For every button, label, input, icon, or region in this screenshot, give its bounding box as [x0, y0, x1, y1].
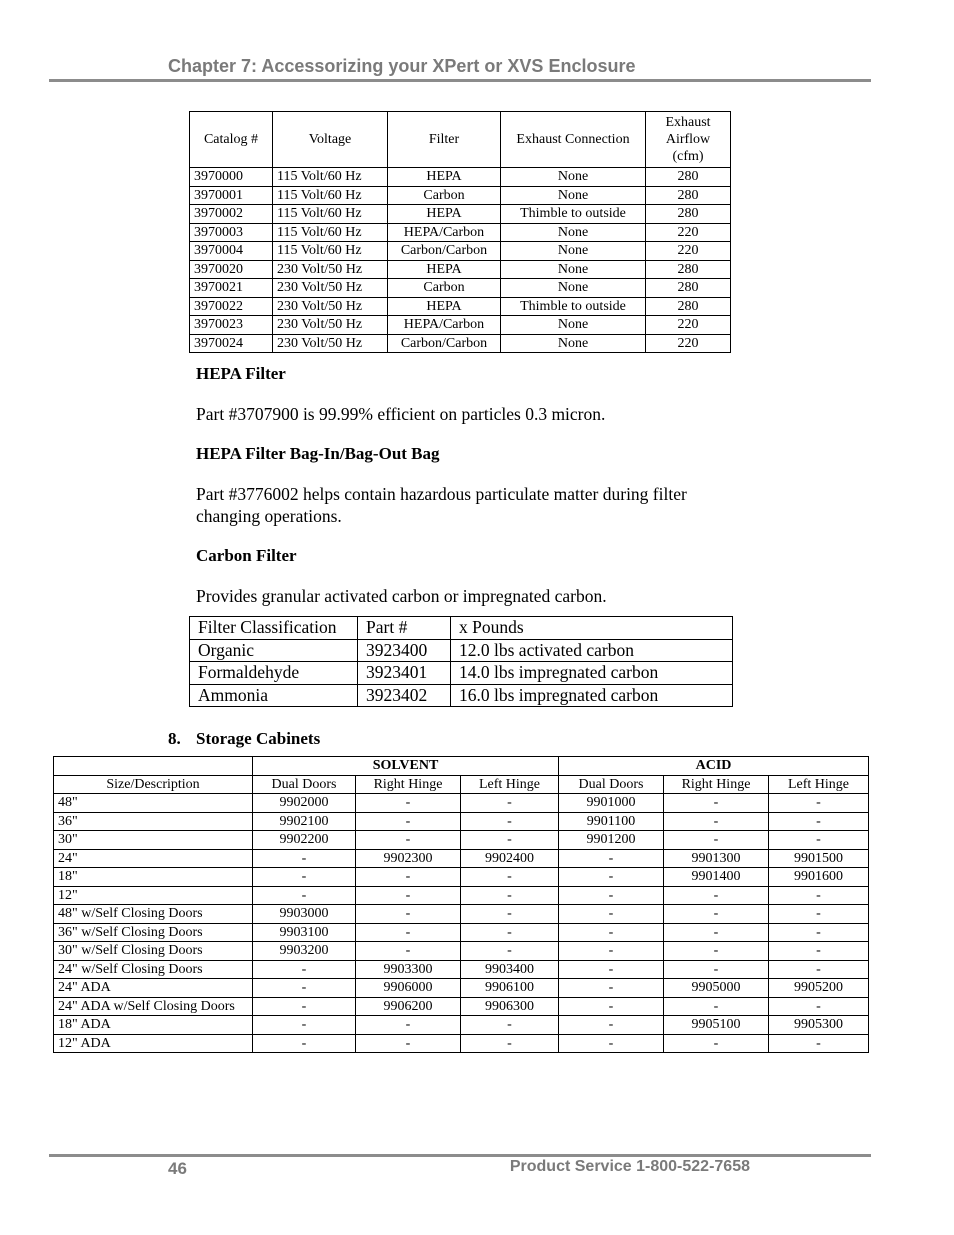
table-cell: 48" w/Self Closing Doors	[54, 905, 253, 924]
table-cell: -	[664, 923, 769, 942]
table-cell: 220	[646, 316, 731, 335]
table-row	[54, 1034, 869, 1053]
table-cell: 9906200	[356, 997, 461, 1016]
table-cell: -	[253, 868, 356, 887]
table-cell: -	[559, 868, 664, 887]
table-cell: 115 Volt/60 Hz	[273, 223, 388, 242]
table-row	[190, 662, 733, 685]
table-cell: -	[356, 923, 461, 942]
column-header: Left Hinge	[769, 775, 869, 794]
table-cell: 14.0 lbs impregnated carbon	[451, 662, 733, 685]
table-cell: -	[769, 960, 869, 979]
table-cell: 9902000	[253, 794, 356, 813]
hepa-bag-heading: HEPA Filter Bag-In/Bag-Out Bag	[196, 444, 440, 463]
table-cell: 9903000	[253, 905, 356, 924]
table-cell: -	[559, 960, 664, 979]
table-cell: 9903100	[253, 923, 356, 942]
table-cell: -	[356, 868, 461, 887]
table-cell: 220	[646, 223, 731, 242]
table-cell: 9902100	[253, 812, 356, 831]
hepa-bag-text: Part #3776002 helps contain hazardous particulate matter during filter changing operations.	[196, 484, 687, 526]
table-cell: -	[559, 1034, 664, 1053]
table-cell: 3970000	[190, 168, 273, 187]
column-header: Filter Classification	[190, 617, 358, 640]
table-cell: -	[461, 942, 559, 961]
table-cell: -	[769, 942, 869, 961]
table-cell: -	[461, 868, 559, 887]
column-header: Dual Doors	[559, 775, 664, 794]
table-cell: -	[664, 794, 769, 813]
table-cell: Thimble to outside	[501, 297, 646, 316]
table-cell: -	[253, 960, 356, 979]
table-cell: -	[769, 1034, 869, 1053]
table-cell: None	[501, 186, 646, 205]
table-cell: 9903300	[356, 960, 461, 979]
table-cell: 18"	[54, 868, 253, 887]
table-cell: 9902200	[253, 831, 356, 850]
group-header-solvent: SOLVENT	[253, 757, 559, 776]
table-cell: -	[356, 794, 461, 813]
table-row	[190, 205, 731, 224]
table-cell: 9901300	[664, 849, 769, 868]
table-cell: -	[356, 886, 461, 905]
table-cell: -	[769, 794, 869, 813]
column-header: Exhaust Connection	[501, 112, 646, 168]
table-cell: None	[501, 223, 646, 242]
table-cell: 48"	[54, 794, 253, 813]
table-cell: -	[664, 812, 769, 831]
table-cell: -	[461, 905, 559, 924]
table-cell: None	[501, 316, 646, 335]
table-cell: 280	[646, 205, 731, 224]
table-cell: 3970003	[190, 223, 273, 242]
table-cell: Carbon	[388, 279, 501, 298]
table-cell: 9901500	[769, 849, 869, 868]
table-cell: -	[664, 960, 769, 979]
table-cell: -	[461, 831, 559, 850]
table-row	[190, 242, 731, 261]
table-cell: HEPA	[388, 205, 501, 224]
column-header: Part #	[358, 617, 451, 640]
table-cell: HEPA	[388, 260, 501, 279]
table-row	[54, 1016, 869, 1035]
carbon-filter-text: Provides granular activated carbon or impregnated carbon.	[196, 586, 607, 606]
table-cell: -	[769, 886, 869, 905]
page-number: 46	[168, 1159, 187, 1178]
table-cell: -	[769, 831, 869, 850]
table-row	[54, 812, 869, 831]
section-title: Storage Cabinets	[196, 729, 321, 748]
table-cell: 18" ADA	[54, 1016, 253, 1035]
table-cell: -	[664, 1034, 769, 1053]
column-header: Voltage	[273, 112, 388, 168]
table-cell: Carbon/Carbon	[388, 242, 501, 261]
table-cell: -	[461, 886, 559, 905]
table-cell: 3970004	[190, 242, 273, 261]
table-row	[190, 297, 731, 316]
table-cell: -	[461, 1034, 559, 1053]
table-cell: 12.0 lbs activated carbon	[451, 639, 733, 662]
table-cell: 3970023	[190, 316, 273, 335]
table-row	[54, 794, 869, 813]
table-cell: -	[253, 1016, 356, 1035]
table-cell: -	[769, 905, 869, 924]
table-cell: 24" ADA w/Self Closing Doors	[54, 997, 253, 1016]
table-cell: 9901000	[559, 794, 664, 813]
table-cell: -	[559, 905, 664, 924]
table-row	[190, 223, 731, 242]
storage-cabinets-heading	[168, 729, 320, 749]
table-cell: 3970001	[190, 186, 273, 205]
table-cell: 36" w/Self Closing Doors	[54, 923, 253, 942]
table-cell: None	[501, 242, 646, 261]
hepa-filter-text: Part #3707900 is 99.99% efficient on particles 0.3 micron.	[196, 404, 606, 424]
table-cell: -	[356, 1016, 461, 1035]
table-cell: None	[501, 334, 646, 353]
table-cell: -	[769, 923, 869, 942]
table-cell: -	[356, 905, 461, 924]
table-row	[190, 168, 731, 187]
table-cell: 3970022	[190, 297, 273, 316]
table-cell: 24"	[54, 849, 253, 868]
carbon-filter-heading: Carbon Filter	[196, 546, 297, 565]
table-row	[190, 260, 731, 279]
table-row	[190, 334, 731, 353]
table-cell: -	[253, 979, 356, 998]
table-cell: Ammonia	[190, 684, 358, 707]
table-cell: 230 Volt/50 Hz	[273, 316, 388, 335]
table-cell: -	[559, 942, 664, 961]
table-cell: 115 Volt/60 Hz	[273, 242, 388, 261]
table-row	[54, 886, 869, 905]
table-cell: 220	[646, 334, 731, 353]
table-cell: -	[461, 1016, 559, 1035]
table-row	[54, 831, 869, 850]
table-cell: 24" ADA	[54, 979, 253, 998]
chapter-title: Chapter 7: Accessorizing your XPert or XVS Enclosure	[168, 56, 636, 76]
product-service-phone: Product Service 1-800-522-7658	[509, 1158, 750, 1175]
table-cell: 9903400	[461, 960, 559, 979]
table-cell: Organic	[190, 639, 358, 662]
table-cell: 3970020	[190, 260, 273, 279]
table-cell: 115 Volt/60 Hz	[273, 186, 388, 205]
table-cell: -	[253, 1034, 356, 1053]
table-cell: 30" w/Self Closing Doors	[54, 942, 253, 961]
table-cell: 9905000	[664, 979, 769, 998]
column-header: Size/Description	[54, 775, 253, 794]
table-cell: 16.0 lbs impregnated carbon	[451, 684, 733, 707]
hepa-filter-heading: HEPA Filter	[196, 364, 286, 383]
table-cell: 280	[646, 260, 731, 279]
table-cell: -	[461, 923, 559, 942]
table-cell: 9901200	[559, 831, 664, 850]
table-cell: -	[356, 1034, 461, 1053]
column-header: Dual Doors	[253, 775, 356, 794]
table-cell: 9906000	[356, 979, 461, 998]
footer-rule	[49, 1154, 871, 1157]
table-cell: 3970024	[190, 334, 273, 353]
column-header: Exhaust Airflow (cfm)	[646, 112, 731, 168]
table-cell: HEPA/Carbon	[388, 223, 501, 242]
table-cell: 12" ADA	[54, 1034, 253, 1053]
table-cell: 9906300	[461, 997, 559, 1016]
table-cell: 9903200	[253, 942, 356, 961]
table-cell: 115 Volt/60 Hz	[273, 205, 388, 224]
table-cell: 24" w/Self Closing Doors	[54, 960, 253, 979]
table-cell: Carbon	[388, 186, 501, 205]
table-cell: -	[769, 812, 869, 831]
table-cell: -	[559, 886, 664, 905]
table-cell: 280	[646, 186, 731, 205]
table-cell: 230 Volt/50 Hz	[273, 334, 388, 353]
table-cell: -	[664, 997, 769, 1016]
table-cell: 9901400	[664, 868, 769, 887]
table-cell: -	[664, 831, 769, 850]
table-cell: -	[253, 849, 356, 868]
column-header: Right Hinge	[356, 775, 461, 794]
table-cell: 36"	[54, 812, 253, 831]
catalog-table	[189, 111, 731, 353]
table-row	[54, 979, 869, 998]
table-cell: 115 Volt/60 Hz	[273, 168, 388, 187]
column-header: Right Hinge	[664, 775, 769, 794]
column-header: Left Hinge	[461, 775, 559, 794]
table-cell: 30"	[54, 831, 253, 850]
table-cell: -	[356, 942, 461, 961]
section-number: 8.	[168, 729, 181, 748]
table-cell: -	[559, 1016, 664, 1035]
carbon-filter-table	[189, 616, 733, 707]
table-cell: None	[501, 279, 646, 298]
header-rule	[49, 79, 871, 82]
table-cell: Thimble to outside	[501, 205, 646, 224]
table-cell: -	[461, 794, 559, 813]
table-cell: HEPA	[388, 297, 501, 316]
table-cell: 230 Volt/50 Hz	[273, 260, 388, 279]
table-cell: 9901600	[769, 868, 869, 887]
table-cell: -	[559, 923, 664, 942]
group-header-row	[54, 757, 869, 776]
table-cell: Carbon/Carbon	[388, 334, 501, 353]
table-cell: 230 Volt/50 Hz	[273, 279, 388, 298]
table-cell: 9901100	[559, 812, 664, 831]
table-cell: 9905300	[769, 1016, 869, 1035]
empty-cell	[54, 757, 253, 776]
table-row	[190, 279, 731, 298]
table-row	[54, 849, 869, 868]
table-row	[190, 684, 733, 707]
table-cell: 220	[646, 242, 731, 261]
table-cell: -	[356, 831, 461, 850]
table-cell: -	[664, 905, 769, 924]
table-cell: 3923400	[358, 639, 451, 662]
table-row	[54, 960, 869, 979]
column-header: x Pounds	[451, 617, 733, 640]
table-cell: -	[253, 997, 356, 1016]
storage-cabinets-table	[53, 756, 869, 1053]
column-header: Filter	[388, 112, 501, 168]
cabinet-header-row	[54, 775, 869, 794]
table-cell: HEPA	[388, 168, 501, 187]
table-cell: 12"	[54, 886, 253, 905]
table-cell: -	[461, 812, 559, 831]
table-cell: -	[664, 886, 769, 905]
table-cell: 3970002	[190, 205, 273, 224]
table-cell: -	[559, 979, 664, 998]
table-cell: 230 Volt/50 Hz	[273, 297, 388, 316]
table-cell: -	[769, 997, 869, 1016]
table-cell: -	[559, 849, 664, 868]
table-row	[190, 639, 733, 662]
table-row	[54, 923, 869, 942]
table-cell: HEPA/Carbon	[388, 316, 501, 335]
table-row	[54, 942, 869, 961]
table-row	[190, 186, 731, 205]
table-cell: 9905100	[664, 1016, 769, 1035]
catalog-header-row	[190, 112, 731, 168]
table-cell: 9902400	[461, 849, 559, 868]
table-cell: 9906100	[461, 979, 559, 998]
table-cell: 3923402	[358, 684, 451, 707]
column-header: Catalog #	[190, 112, 273, 168]
table-cell: 3923401	[358, 662, 451, 685]
table-cell: 280	[646, 279, 731, 298]
table-cell: 9902300	[356, 849, 461, 868]
table-cell: 280	[646, 168, 731, 187]
table-cell: -	[253, 886, 356, 905]
group-header-acid: ACID	[559, 757, 869, 776]
table-cell: -	[356, 812, 461, 831]
table-cell: -	[559, 997, 664, 1016]
table-row	[54, 905, 869, 924]
table-cell: 3970021	[190, 279, 273, 298]
table-row	[54, 868, 869, 887]
table-cell: 280	[646, 297, 731, 316]
table-cell: 9905200	[769, 979, 869, 998]
table-cell: Formaldehyde	[190, 662, 358, 685]
carbon-header-row	[190, 617, 733, 640]
table-row	[54, 997, 869, 1016]
table-cell: -	[664, 942, 769, 961]
table-cell: None	[501, 168, 646, 187]
table-cell: None	[501, 260, 646, 279]
table-row	[190, 316, 731, 335]
